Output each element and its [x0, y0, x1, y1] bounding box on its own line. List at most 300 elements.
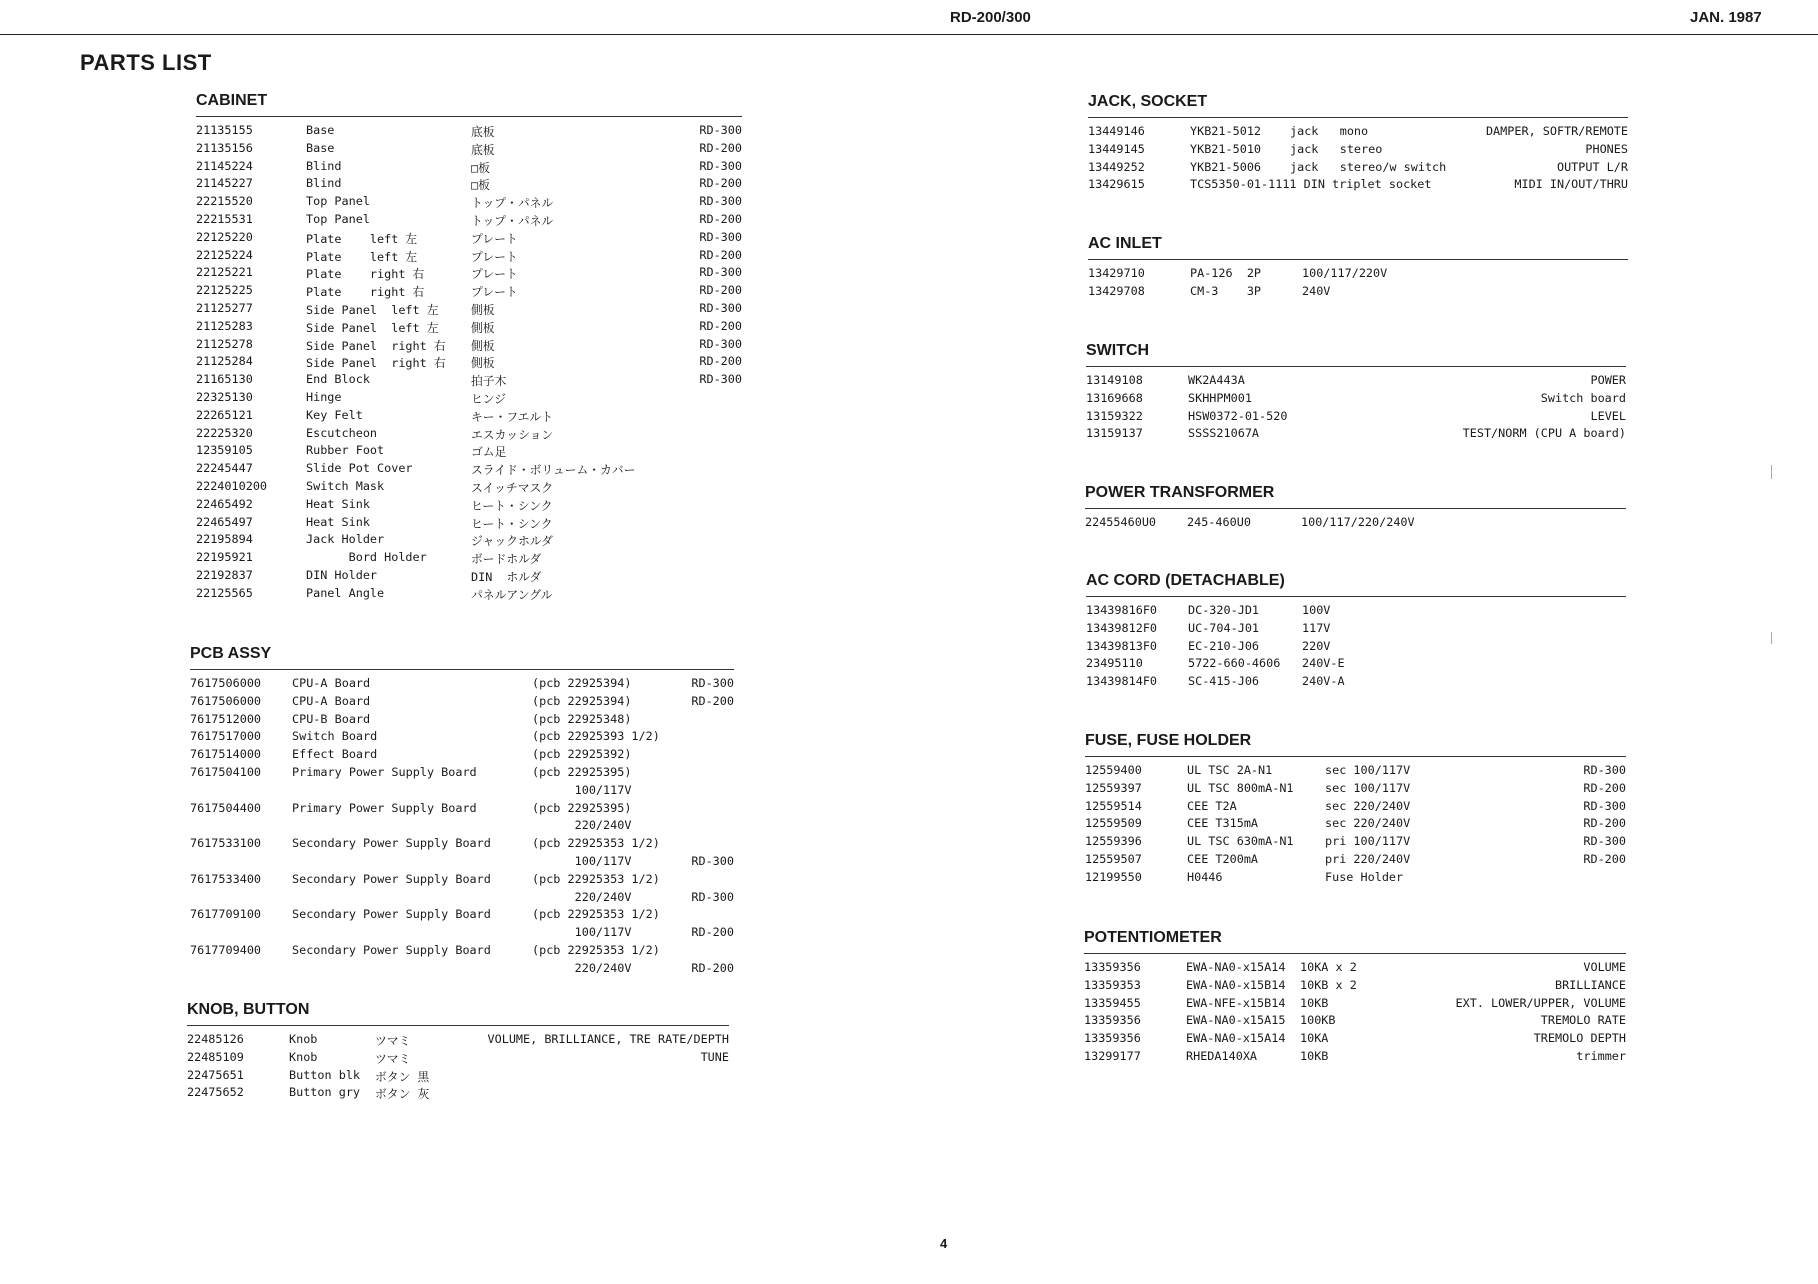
part-number-cell: 21135156	[196, 140, 253, 155]
table-row	[190, 890, 734, 908]
note-cell: RD-300	[691, 853, 734, 868]
table-row	[1088, 266, 1628, 284]
table-row	[187, 1068, 729, 1086]
detail-cell: 10KA x 2	[1300, 960, 1357, 974]
description-cell: UL TSC 630mA-N1	[1187, 834, 1294, 849]
part-number-cell: 23495110	[1086, 656, 1143, 671]
document-date: JAN. 1987	[1690, 9, 1762, 26]
part-number-cell: 13169668	[1086, 390, 1143, 405]
note-cell: RD-300	[1583, 834, 1626, 849]
description-cell: Plate right 右	[306, 285, 425, 300]
detail-cell: 117V	[1302, 620, 1331, 635]
detail-cell: jack stereo/w switch	[1290, 159, 1447, 174]
note-cell: RD-300	[699, 372, 742, 387]
description-cell: Secondary Power Supply Board	[292, 907, 491, 922]
section-title: POWER TRANSFORMER	[1085, 484, 1626, 509]
detail-cell: プレート	[471, 285, 518, 300]
table-row	[190, 907, 734, 925]
section-potentiometer	[1084, 929, 1626, 1067]
part-number-cell: 13439813F0	[1086, 638, 1158, 653]
part-number-cell: 13159137	[1086, 426, 1143, 441]
detail-cell: 240V	[1302, 283, 1331, 298]
table-row	[187, 1050, 729, 1068]
part-number-cell: 21165130	[196, 372, 253, 387]
description-cell: PA-126 2P	[1190, 266, 1262, 280]
table-row	[1088, 124, 1628, 142]
part-number-cell: 7617514000	[190, 747, 262, 762]
note-cell: OUTPUT L/R	[1556, 159, 1628, 174]
part-number-cell: 7617517000	[190, 729, 262, 744]
description-cell: Slide Pot Cover	[306, 461, 413, 476]
description-cell: Panel Angle	[306, 585, 385, 600]
description-cell: YKB21-5012	[1190, 124, 1262, 138]
detail-cell: pri 100/117V	[1325, 834, 1411, 849]
note-cell: RD-300	[691, 889, 734, 904]
note-cell: RD-300	[1583, 763, 1626, 777]
note-cell: RD-200	[699, 354, 742, 369]
description-cell: Plate left 左	[306, 249, 418, 264]
part-number-cell: 12559507	[1085, 851, 1142, 866]
detail-cell: 100/117V	[532, 853, 632, 868]
table-row	[1085, 781, 1626, 799]
table-row	[1084, 1013, 1626, 1031]
description-cell: EC-210-J06	[1188, 638, 1260, 653]
detail-cell: (pcb 22925353 1/2)	[532, 942, 660, 957]
part-number-cell: 7617709100	[190, 907, 262, 922]
detail-cell: エスカッション	[471, 427, 554, 442]
part-number-cell: 22325130	[196, 389, 253, 404]
part-number-cell: 13359356	[1084, 960, 1141, 974]
description-cell: CM-3 3P	[1190, 283, 1262, 298]
description-cell: Side Panel left 左	[306, 320, 439, 335]
description-cell: Plate left 左	[306, 231, 418, 246]
part-number-cell: 13429710	[1088, 266, 1145, 280]
section-title: PCB ASSY	[190, 645, 734, 670]
section-title: POTENTIOMETER	[1084, 929, 1626, 954]
description-cell: Plate right 右	[306, 267, 425, 282]
description-cell: Blind	[306, 158, 342, 173]
section-title: JACK, SOCKET	[1088, 93, 1628, 118]
note-cell: RD-200	[1583, 816, 1626, 831]
table-row	[196, 194, 742, 212]
note-cell: RD-200	[691, 960, 734, 975]
part-number-cell: 13429708	[1088, 283, 1145, 298]
part-number-cell: 22215531	[196, 211, 253, 226]
description-cell: Secondary Power Supply Board	[292, 942, 491, 957]
description-cell: CPU-A Board	[292, 693, 371, 708]
detail-cell: 側板	[471, 356, 495, 371]
description-cell: SKHHPM001	[1188, 390, 1252, 405]
description-cell: Switch Board	[292, 729, 378, 744]
note-cell: LEVEL	[1590, 408, 1626, 423]
description-cell: Button gry	[289, 1085, 361, 1100]
detail-cell: ヒンジ	[471, 391, 507, 406]
detail-cell: 240V-E	[1302, 656, 1345, 671]
detail-cell: 240V-A	[1302, 674, 1345, 689]
note-cell: EXT. LOWER/UPPER, VOLUME	[1455, 995, 1626, 1010]
table-row	[196, 443, 742, 461]
detail-cell: 100V	[1302, 603, 1331, 617]
detail-cell: ボタン 黒	[375, 1069, 430, 1084]
note-cell: VOLUME	[1583, 960, 1626, 974]
description-cell: UL TSC 800mA-N1	[1187, 780, 1294, 795]
table-row	[1085, 763, 1626, 781]
detail-cell: 10KA	[1300, 1031, 1329, 1046]
detail-cell: ボタン 灰	[375, 1087, 430, 1102]
note-cell: RD-300	[699, 123, 742, 137]
description-cell: CEE T200mA	[1187, 851, 1259, 866]
page-number: 4	[940, 1236, 948, 1251]
description-cell: Base	[306, 140, 335, 155]
detail-cell: (pcb 22925394)	[532, 693, 632, 708]
table-row	[190, 943, 734, 961]
table-row	[196, 497, 742, 515]
part-number-cell: 12559400	[1085, 763, 1142, 777]
detail-cell: スイッチマスク	[471, 480, 554, 495]
note-cell: RD-200	[691, 693, 734, 708]
description-cell: Hinge	[306, 389, 342, 404]
note-cell: DAMPER, SOFTR/REMOTE	[1485, 124, 1628, 138]
part-number-cell: 21125277	[196, 300, 253, 315]
description-cell: Side Panel right 右	[306, 338, 446, 353]
table-row	[196, 337, 742, 355]
table-row	[1088, 177, 1628, 195]
table-row	[1086, 373, 1626, 391]
description-cell: UC-704-J01	[1188, 620, 1260, 635]
section-title: CABINET	[196, 92, 742, 117]
note-cell: TREMOLO RATE	[1540, 1013, 1626, 1028]
part-number-cell: 22475652	[187, 1085, 244, 1100]
description-cell: HSW0372-01-520	[1188, 408, 1288, 423]
part-number-cell: 7617512000	[190, 711, 262, 726]
table-row	[196, 354, 742, 372]
detail-cell: プレート	[471, 231, 518, 246]
part-number-cell: 13439812F0	[1086, 620, 1158, 635]
model-number: RD-200/300	[950, 9, 1031, 26]
description-cell: Secondary Power Supply Board	[292, 871, 491, 886]
description-cell: EWA-NA0-x15B14	[1186, 977, 1286, 992]
table-row	[1086, 391, 1626, 409]
part-number-cell: 22485109	[187, 1049, 244, 1064]
part-number-cell: 7617506000	[190, 693, 262, 708]
note-cell: TEST/NORM (CPU A board)	[1462, 426, 1626, 441]
description-cell: RHEDA140XA	[1186, 1048, 1258, 1063]
description-cell: Key Felt	[306, 407, 363, 422]
note-cell: RD-200	[699, 211, 742, 226]
table-row	[196, 461, 742, 479]
detail-cell: sec 100/117V	[1325, 780, 1411, 795]
binding-mark	[1771, 465, 1772, 479]
detail-cell: DIN ホルダ	[471, 569, 542, 584]
part-number-cell: 13159322	[1086, 408, 1143, 423]
part-number-cell: 12559514	[1085, 798, 1142, 813]
description-cell: Button blk	[289, 1067, 361, 1082]
table-row	[1088, 284, 1628, 302]
section-title: KNOB, BUTTON	[187, 1001, 729, 1026]
detail-cell: (pcb 22925394)	[532, 676, 632, 690]
detail-cell: sec 220/240V	[1325, 798, 1411, 813]
section-title: FUSE, FUSE HOLDER	[1085, 732, 1626, 757]
detail-cell: 220/240V	[532, 818, 632, 833]
detail-cell: 拍子木	[471, 374, 507, 389]
part-number-cell: 21125283	[196, 318, 253, 333]
part-number-cell: 22125224	[196, 247, 253, 262]
table-row	[196, 248, 742, 266]
table-row	[1085, 799, 1626, 817]
table-row	[196, 426, 742, 444]
description-cell: Base	[306, 123, 335, 137]
detail-cell: トップ・パネル	[471, 213, 554, 228]
table-row	[1084, 996, 1626, 1014]
detail-cell: 10KB	[1300, 995, 1329, 1010]
detail-cell: sec 100/117V	[1325, 763, 1411, 777]
section-fuse-holder	[1085, 732, 1626, 888]
detail-cell: ヒート・シンク	[471, 498, 553, 513]
detail-cell: ヒート・シンク	[471, 516, 553, 531]
table-row	[1086, 603, 1626, 621]
description-cell: CPU-A Board	[292, 676, 371, 690]
note-cell: RD-300	[699, 336, 742, 351]
part-number-cell: 13449145	[1088, 141, 1145, 156]
part-number-cell: 22195894	[196, 532, 253, 547]
table-row	[190, 836, 734, 854]
section-knob-button	[187, 1001, 729, 1103]
description-cell: Primary Power Supply Board	[292, 764, 477, 779]
description-cell: YKB21-5010	[1190, 141, 1262, 156]
description-cell: Jack Holder	[306, 532, 385, 547]
detail-cell: 底板	[471, 125, 495, 139]
table-row	[1085, 870, 1626, 888]
part-number-cell: 13449146	[1088, 124, 1145, 138]
part-number-cell: 13449252	[1088, 159, 1145, 174]
section-power-transformer	[1085, 484, 1626, 533]
detail-cell: □板	[471, 160, 490, 175]
detail-cell: ジャックホルダ	[471, 534, 553, 549]
table-row	[1085, 852, 1626, 870]
detail-cell: 100/117/220/240V	[1301, 515, 1415, 529]
description-cell: Rubber Foot	[306, 443, 385, 458]
description-cell: SSSS21067A	[1188, 426, 1260, 441]
part-number-cell: 7617506000	[190, 676, 262, 690]
description-cell: Switch Mask	[306, 478, 385, 493]
table-row	[190, 783, 734, 801]
table-row	[196, 265, 742, 283]
part-number-cell: 12559509	[1085, 816, 1142, 831]
part-number-cell: 21145227	[196, 176, 253, 191]
detail-cell: pri 220/240V	[1325, 851, 1411, 866]
binding-mark	[1771, 632, 1772, 644]
page-header	[0, 0, 1818, 35]
section-ac-cord	[1086, 572, 1626, 692]
note-cell: MIDI IN/OUT/THRU	[1514, 177, 1628, 192]
part-number-cell: 22455460U0	[1085, 515, 1157, 529]
description-cell: Top Panel	[306, 211, 370, 226]
description-cell: EWA-NA0-x15A14	[1186, 1031, 1286, 1046]
part-number-cell: 22215520	[196, 194, 253, 209]
detail-cell: キー・フエルト	[471, 409, 553, 424]
detail-cell: 側板	[471, 302, 495, 317]
table-row	[1086, 674, 1626, 692]
table-row	[190, 801, 734, 819]
detail-cell: 100/117/220V	[1302, 266, 1388, 280]
description-cell: Bord Holder	[306, 550, 427, 565]
description-cell: Primary Power Supply Board	[292, 800, 477, 815]
description-cell: Top Panel	[306, 194, 370, 209]
note-cell: RD-300	[699, 158, 742, 173]
part-number-cell: 13439816F0	[1086, 603, 1158, 617]
part-number-cell: 22125225	[196, 283, 253, 298]
part-number-cell: 7617504400	[190, 800, 262, 815]
note-cell: TREMOLO DEPTH	[1533, 1031, 1626, 1046]
table-row	[190, 925, 734, 943]
detail-cell: (pcb 22925395)	[532, 764, 632, 779]
detail-cell: 底板	[471, 142, 495, 157]
part-number-cell: 12199550	[1085, 869, 1142, 884]
note-cell: RD-300	[699, 194, 742, 209]
table-row	[196, 212, 742, 230]
part-number-cell: 21145224	[196, 158, 253, 173]
part-number-cell: 12559396	[1085, 834, 1142, 849]
table-row	[1086, 621, 1626, 639]
section-cabinet	[196, 92, 742, 604]
table-row	[196, 230, 742, 248]
table-row	[190, 818, 734, 836]
table-row	[190, 765, 734, 783]
table-row	[1086, 639, 1626, 657]
part-number-cell: 2224010200	[196, 478, 268, 493]
section-switch	[1086, 342, 1626, 444]
description-cell: CPU-B Board	[292, 711, 371, 726]
detail-cell: ツマミ	[375, 1034, 411, 1048]
note-cell: RD-300	[699, 265, 742, 280]
part-number-cell: 22265121	[196, 407, 253, 422]
detail-cell: jack mono	[1290, 124, 1369, 138]
detail-cell: パネルアングル	[471, 587, 553, 602]
table-row	[1086, 426, 1626, 444]
description-cell: EWA-NFE-x15B14	[1186, 995, 1286, 1010]
note-cell: RD-200	[1583, 851, 1626, 866]
detail-cell: 220/240V	[532, 960, 632, 975]
description-cell: WK2A443A	[1188, 373, 1245, 387]
note-cell: RD-200	[699, 140, 742, 155]
detail-cell: (pcb 22925392)	[532, 747, 632, 762]
table-row	[1086, 656, 1626, 674]
detail-cell: 側板	[471, 320, 495, 335]
detail-cell: □板	[471, 178, 490, 193]
table-row	[1088, 142, 1628, 160]
detail-cell: jack stereo	[1290, 141, 1383, 156]
note-cell: Switch board	[1540, 390, 1626, 405]
description-cell: End Block	[306, 372, 370, 387]
description-cell: DC-320-JD1	[1188, 603, 1260, 617]
part-number-cell: 13359455	[1084, 995, 1141, 1010]
note-cell: RD-200	[699, 318, 742, 333]
part-number-cell: 12559397	[1085, 780, 1142, 795]
detail-cell: 100KB	[1300, 1013, 1336, 1028]
table-row	[196, 479, 742, 497]
note-cell: trimmer	[1576, 1048, 1626, 1063]
detail-cell: プレート	[471, 267, 518, 282]
description-cell: 5722-660-4606	[1188, 656, 1281, 671]
section-title: AC CORD (DETACHABLE)	[1086, 572, 1626, 597]
table-row	[196, 301, 742, 319]
detail-cell: (pcb 22925353 1/2)	[532, 836, 660, 851]
detail-cell: 側板	[471, 338, 495, 353]
detail-cell: ゴム足	[471, 445, 507, 460]
part-number-cell: 7617533100	[190, 836, 262, 851]
detail-cell: トップ・パネル	[471, 196, 554, 211]
note-cell: VOLUME, BRILLIANCE, TRE RATE/DEPTH	[487, 1032, 729, 1046]
detail-cell: sec 220/240V	[1325, 816, 1411, 831]
part-number-cell: 7617533400	[190, 871, 262, 886]
part-number-cell: 22225320	[196, 425, 253, 440]
page-title: PARTS LIST	[80, 50, 212, 75]
detail-cell: Fuse Holder	[1325, 869, 1404, 884]
detail-cell: プレート	[471, 249, 518, 264]
description-cell: Escutcheon	[306, 425, 378, 440]
description-cell: Side Panel left 左	[306, 302, 439, 317]
table-row	[1084, 1049, 1626, 1067]
note-cell: TUNE	[700, 1049, 729, 1064]
table-row	[1085, 515, 1626, 533]
table-row	[190, 694, 734, 712]
description-cell: CEE T2A	[1187, 798, 1237, 813]
description-cell: TCS5350-01-1111 DIN triplet socket	[1190, 177, 1432, 192]
table-row	[190, 676, 734, 694]
description-cell: Effect Board	[292, 747, 378, 762]
part-number-cell: 13359353	[1084, 977, 1141, 992]
table-row	[1086, 409, 1626, 427]
part-number-cell: 13299177	[1084, 1048, 1141, 1063]
table-row	[196, 532, 742, 550]
table-row	[190, 961, 734, 979]
detail-cell: 220/240V	[532, 889, 632, 904]
part-number-cell: 22485126	[187, 1032, 244, 1046]
description-cell: CEE T315mA	[1187, 816, 1259, 831]
description-cell: UL TSC 2A-N1	[1187, 763, 1273, 777]
detail-cell: ツマミ	[375, 1051, 411, 1066]
note-cell: RD-200	[699, 176, 742, 191]
part-number-cell: 12359105	[196, 443, 253, 458]
detail-cell: (pcb 22925353 1/2)	[532, 871, 660, 886]
part-number-cell: 13429615	[1088, 177, 1145, 192]
table-row	[190, 729, 734, 747]
detail-cell: 100/117V	[532, 782, 632, 797]
table-row	[196, 408, 742, 426]
note-cell: PHONES	[1585, 141, 1628, 156]
section-pcb-assy	[190, 645, 734, 979]
description-cell: YKB21-5006	[1190, 159, 1262, 174]
table-row	[1084, 960, 1626, 978]
description-cell: DIN Holder	[306, 567, 378, 582]
part-number-cell: 22125565	[196, 585, 253, 600]
table-row	[196, 586, 742, 604]
note-cell: RD-300	[691, 676, 734, 690]
part-number-cell: 22192837	[196, 567, 253, 582]
note-cell: RD-200	[1583, 780, 1626, 795]
detail-cell: (pcb 22925393 1/2)	[532, 729, 660, 744]
description-cell: Heat Sink	[306, 496, 370, 511]
table-row	[196, 390, 742, 408]
table-row	[1084, 1031, 1626, 1049]
detail-cell: スライド・ボリューム・カバー	[471, 463, 636, 478]
note-cell: RD-300	[1583, 798, 1626, 813]
part-number-cell: 22195921	[196, 550, 253, 565]
table-row	[196, 372, 742, 390]
section-ac-inlet	[1088, 235, 1628, 302]
part-number-cell: 13439814F0	[1086, 674, 1158, 689]
table-row	[196, 283, 742, 301]
